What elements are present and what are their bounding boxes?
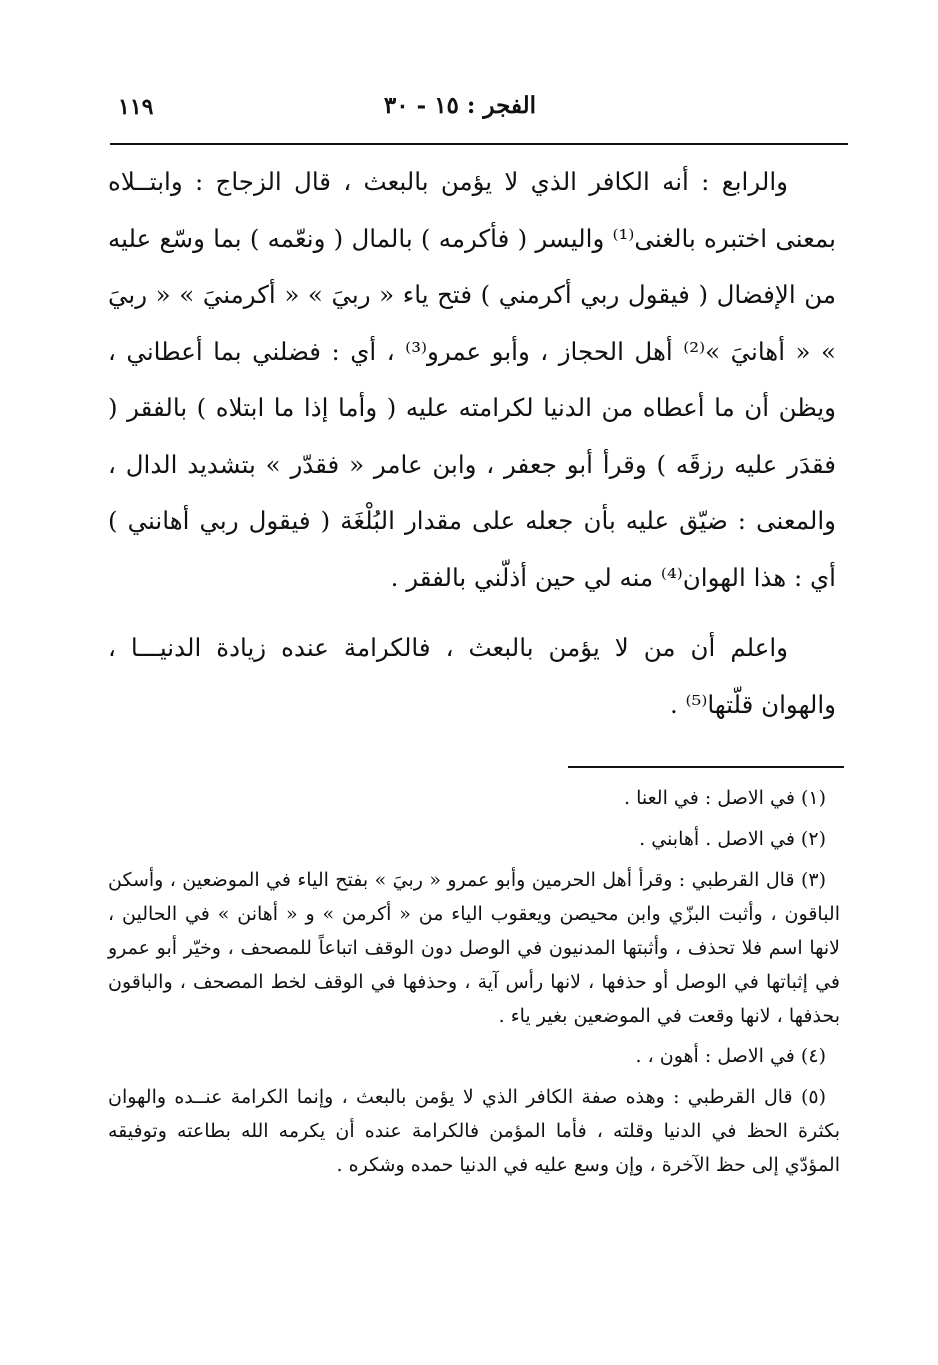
footnote-4: (٤) في الاصل : أهون ، . bbox=[635, 1045, 826, 1067]
page-header bbox=[110, 92, 848, 132]
footnote-1: (١) في الاصل : في العنا . bbox=[624, 787, 826, 809]
footnote-3: (٣) قال القرطبي : وقرأ أهل الحرمين وأبو عمرو « ربيَ » بفتح الياء في الموضعين ، وأسكن الباقون ، وأثبت البزّي وابن محيصن ويعقوب الياء من « أكرمن » و « أهانن » في الحالين ، لانها اسم فلا تحذف ، وأثبتها المدنيون في الوصل دون الوقف اتباعاً للمصحف ، وخيّر أبو عمرو في إثباتها في الوصل أو حذفها ، لانها رأس آية ، وحذفها في الوقف لخط المصحف ، والباقون بحذفها ، لانها وقعت في الموضعين بغير ياء . bbox=[108, 869, 840, 1027]
main-text bbox=[108, 154, 836, 733]
footnote-rule bbox=[568, 766, 844, 768]
body-paragraph-2: واعلم أن من لا يؤمن بالبعث ، فالكرامة عنده زيادة الدنيـــا ، والهوان قلّتها⁽⁵⁾ . bbox=[108, 633, 836, 719]
header-rule bbox=[110, 143, 848, 145]
footnotes bbox=[108, 781, 840, 1189]
footnote-5: (٥) قال القرطبي : وهذه صفة الكافر الذي لا يؤمن بالبعث ، وإنما الكرامة عنــده والهوان بكثرة الحظ في الدنيا وقلته ، فأما المؤمن فالكرامة عنده أن يكرمه الله بطاعته وتوفيقه المؤدّي إلى حظ الآخرة ، وإن وسع عليه في الدنيا حمده وشكره . bbox=[108, 1086, 840, 1176]
body-paragraph-1: والرابع : أنه الكافر الذي لا يؤمن بالبعث ، قال الزجاج : وابتــلاه بمعنى اختبره بالغنى⁽¹⁾ واليسر ( فأكرمه ) بالمال ( ونعّمه ) بما وسّع عليه من الإفضال ( فيقول ربي أكرمني ) فتح ياء « ربيَ » « أكرمنيَ » « ربيَ » « أهانيَ »⁽²⁾ أهل الحجاز ، وأبو عمرو⁽³⁾ ، أي : فضلني بما أعطاني ، ويظن أن ما أعطاه من الدنيا لكرامته عليه ( وأما إذا ما ابتلاه ) بالفقر ( فقدَر عليه رزقَه ) وقرأ أبو جعفر ، وابن عامر « فقدّر » بتشديد الدال ، والمعنى : ضيّق عليه بأن جعله على مقدار البُلْغَة ( فيقول ربي أهانني ) أي : هذا الهوان⁽⁴⁾ منه لي حين أذلّني بالفقر . bbox=[108, 167, 837, 592]
page-number: ١١٩ bbox=[118, 94, 154, 120]
page-title: الفجر : ١٥ - ٣٠ bbox=[383, 92, 536, 119]
footnote-2: (٢) في الاصل . أهابني . bbox=[639, 828, 826, 850]
